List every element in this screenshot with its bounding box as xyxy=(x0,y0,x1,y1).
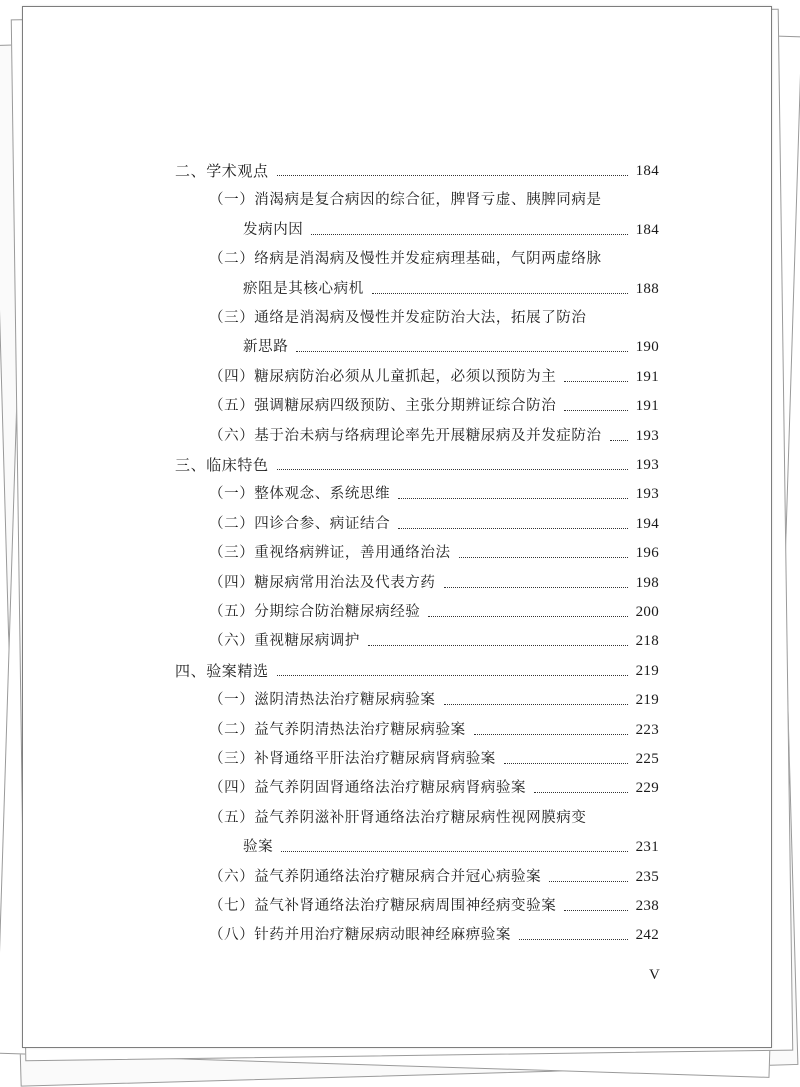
toc-entry-title: （五）分期综合防治糖尿病经验 xyxy=(209,604,421,620)
toc-entry-title: （三）重视络病辨证，善用通络治法 xyxy=(209,545,451,561)
toc-entry-title: （四）益气养阴固肾通络法治疗糖尿病肾病验案 xyxy=(209,780,527,796)
toc-entry-title: 四、验案精选 xyxy=(175,662,269,680)
toc-entry[interactable] xyxy=(209,397,659,415)
table-of-contents xyxy=(23,7,771,1047)
page-folio: V xyxy=(649,967,660,983)
toc-entry[interactable] xyxy=(209,926,659,944)
dot-leader xyxy=(564,910,627,911)
toc-page-number: 191 xyxy=(635,398,659,414)
dot-leader xyxy=(504,763,628,764)
dot-leader xyxy=(311,234,627,235)
toc-entry-title: （七）益气补肾通络法治疗糖尿病周围神经病变验案 xyxy=(209,898,557,914)
dot-leader xyxy=(610,440,628,441)
dot-leader xyxy=(444,704,628,705)
toc-entry[interactable] xyxy=(209,515,659,533)
toc-entry[interactable] xyxy=(209,368,659,386)
toc-entry[interactable] xyxy=(209,750,659,768)
toc-entry-title: （五）益气养阴滋补肝肾通络法治疗糖尿病性视网膜病变 xyxy=(209,810,587,826)
dot-leader xyxy=(372,293,628,294)
toc-page-number: 188 xyxy=(635,281,659,297)
toc-entry[interactable] xyxy=(209,603,659,621)
dot-leader xyxy=(398,528,627,529)
dot-leader xyxy=(459,557,628,558)
toc-entry[interactable] xyxy=(209,779,659,797)
toc-section[interactable] xyxy=(175,162,659,180)
toc-entry-title: 发病内因 xyxy=(243,222,304,238)
toc-page-number: 219 xyxy=(635,663,659,679)
toc-entry-title: 验案 xyxy=(243,839,274,855)
toc-page-number: 231 xyxy=(635,839,659,855)
dot-leader xyxy=(564,410,627,411)
toc-entry-title: （五）强调糖尿病四级预防、主张分期辨证综合防治 xyxy=(209,398,557,414)
toc-entry-title: 新思路 xyxy=(243,339,289,355)
toc-entry-title: （六）重视糖尿病调护 xyxy=(209,633,360,649)
dot-leader xyxy=(277,469,628,470)
toc-entry-title: （一）整体观念、系统思维 xyxy=(209,486,391,502)
toc-entry-title: （六）基于治未病与络病理论率先开展糖尿病及并发症防治 xyxy=(209,428,602,444)
toc-entry[interactable] xyxy=(209,544,659,562)
toc-entry[interactable] xyxy=(209,632,659,650)
toc-page-number: 194 xyxy=(635,516,659,532)
toc-entry[interactable] xyxy=(243,338,659,356)
dot-leader xyxy=(277,675,628,676)
toc-entry-title: （一）滋阴清热法治疗糖尿病验案 xyxy=(209,692,436,708)
toc-page-number: 198 xyxy=(635,575,659,591)
toc-entry-title: 二、学术观点 xyxy=(175,162,269,180)
toc-page-number: 193 xyxy=(635,428,659,444)
dot-leader xyxy=(564,381,627,382)
toc-section[interactable] xyxy=(175,456,659,474)
toc-entry[interactable] xyxy=(243,280,659,298)
toc-entry-title: （六）益气养阴通络法治疗糖尿病合并冠心病验案 xyxy=(209,869,542,885)
toc-entry[interactable] xyxy=(243,838,659,856)
dot-leader xyxy=(474,734,628,735)
toc-page-number: 193 xyxy=(635,457,659,473)
toc-page-number: 200 xyxy=(635,604,659,620)
toc-entry-title: （三）补肾通络平肝法治疗糖尿病肾病验案 xyxy=(209,751,496,767)
toc-page-number: 184 xyxy=(635,222,659,238)
dot-leader xyxy=(549,881,627,882)
toc-page-number: 219 xyxy=(635,692,659,708)
dot-leader xyxy=(444,587,628,588)
toc-entry-title: （四）糖尿病常用治法及代表方药 xyxy=(209,575,436,591)
toc-page-number: 225 xyxy=(635,751,659,767)
toc-entry[interactable] xyxy=(209,485,659,503)
toc-page-number: 190 xyxy=(635,339,659,355)
toc-entry[interactable] xyxy=(209,721,659,739)
toc-entry-title: （二）四诊合参、病证结合 xyxy=(209,516,391,532)
toc-page-number: 193 xyxy=(635,486,659,502)
dot-leader xyxy=(428,616,627,617)
dot-leader xyxy=(398,498,627,499)
toc-page-number: 235 xyxy=(635,869,659,885)
dot-leader xyxy=(281,851,627,852)
toc-entry[interactable] xyxy=(209,574,659,592)
toc-entry-title: （三）通络是消渴病及慢性并发症防治大法，拓展了防治 xyxy=(209,310,587,326)
toc-entry-title: （八）针药并用治疗糖尿病动眼神经麻痹验案 xyxy=(209,927,511,943)
toc-entry-title: 三、临床特色 xyxy=(175,456,269,474)
dot-leader xyxy=(519,939,628,940)
dot-leader xyxy=(296,351,627,352)
toc-entry-title: （四）糖尿病防治必须从儿童抓起，必须以预防为主 xyxy=(209,369,557,385)
toc-entry[interactable] xyxy=(209,691,659,709)
toc-page-number: 184 xyxy=(635,163,659,179)
toc-entry-title: 瘀阻是其核心病机 xyxy=(243,281,364,297)
toc-section[interactable] xyxy=(175,662,659,680)
toc-entry[interactable] xyxy=(209,427,659,445)
toc-page-number: 218 xyxy=(635,633,659,649)
toc-entry[interactable] xyxy=(209,868,659,886)
dot-leader xyxy=(534,792,627,793)
dot-leader xyxy=(368,645,628,646)
toc-page-number: 191 xyxy=(635,369,659,385)
toc-page-number: 238 xyxy=(635,898,659,914)
toc-entry[interactable] xyxy=(209,897,659,915)
toc-entry-title: （一）消渴病是复合病因的综合征，脾肾亏虚、胰脾同病是 xyxy=(209,192,602,208)
dot-leader xyxy=(277,175,628,176)
toc-entry-title: （二）络病是消渴病及慢性并发症病理基础，气阴两虚络脉 xyxy=(209,251,602,267)
toc-page-number: 242 xyxy=(635,927,659,943)
toc-page-number: 229 xyxy=(635,780,659,796)
toc-entry-title: （二）益气养阴清热法治疗糖尿病验案 xyxy=(209,722,466,738)
toc-page-number: 223 xyxy=(635,722,659,738)
toc-page-number: 196 xyxy=(635,545,659,561)
toc-entry[interactable] xyxy=(243,221,659,239)
toc-page xyxy=(22,6,772,1048)
